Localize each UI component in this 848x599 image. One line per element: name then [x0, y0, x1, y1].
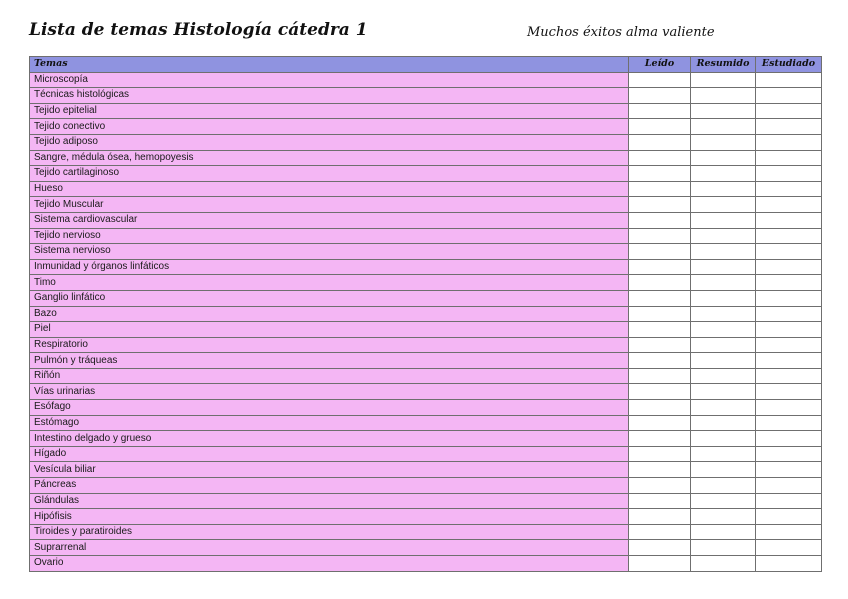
summarized-checkbox-cell[interactable]: [691, 197, 756, 213]
studied-checkbox-cell[interactable]: [756, 150, 822, 166]
summarized-checkbox-cell[interactable]: [691, 540, 756, 556]
summarized-checkbox-cell[interactable]: [691, 88, 756, 104]
table-row: [30, 275, 822, 291]
summarized-checkbox-cell[interactable]: [691, 275, 756, 291]
topic-name-cell: Pulmón y tráqueas: [30, 353, 629, 369]
read-checkbox-cell[interactable]: [629, 462, 691, 478]
summarized-checkbox-cell[interactable]: [691, 72, 756, 88]
summarized-checkbox-cell[interactable]: [691, 259, 756, 275]
read-checkbox-cell[interactable]: [629, 134, 691, 150]
topic-name-cell: Tejido conectivo: [30, 119, 629, 135]
read-checkbox-cell[interactable]: [629, 384, 691, 400]
table-row: [30, 400, 822, 416]
topic-name-cell: Glándulas: [30, 493, 629, 509]
table-row: [30, 337, 822, 353]
table-row: [30, 197, 822, 213]
table-row: [30, 384, 822, 400]
topic-name-cell: Bazo: [30, 306, 629, 322]
table-row: [30, 72, 822, 88]
studied-checkbox-cell[interactable]: [756, 415, 822, 431]
read-checkbox-cell[interactable]: [629, 400, 691, 416]
summarized-checkbox-cell[interactable]: [691, 353, 756, 369]
topic-name-cell: Suprarrenal: [30, 540, 629, 556]
studied-checkbox-cell[interactable]: [756, 72, 822, 88]
studied-checkbox-cell[interactable]: [756, 88, 822, 104]
summarized-checkbox-cell[interactable]: [691, 384, 756, 400]
table-row: [30, 524, 822, 540]
read-checkbox-cell[interactable]: [629, 540, 691, 556]
summarized-checkbox-cell[interactable]: [691, 103, 756, 119]
topic-name-cell: Piel: [30, 322, 629, 338]
table-row: [30, 368, 822, 384]
studied-checkbox-cell[interactable]: [756, 509, 822, 525]
table-row: [30, 150, 822, 166]
read-checkbox-cell[interactable]: [629, 322, 691, 338]
topic-name-cell: Hígado: [30, 446, 629, 462]
studied-checkbox-cell[interactable]: [756, 290, 822, 306]
read-checkbox-cell[interactable]: [629, 197, 691, 213]
studied-checkbox-cell[interactable]: [756, 431, 822, 447]
summarized-checkbox-cell[interactable]: [691, 337, 756, 353]
summarized-checkbox-cell[interactable]: [691, 478, 756, 494]
summarized-checkbox-cell[interactable]: [691, 166, 756, 182]
table-row: [30, 306, 822, 322]
read-checkbox-cell[interactable]: [629, 244, 691, 260]
studied-checkbox-cell[interactable]: [756, 446, 822, 462]
topic-name-cell: Intestino delgado y grueso: [30, 431, 629, 447]
studied-checkbox-cell[interactable]: [756, 103, 822, 119]
summarized-checkbox-cell[interactable]: [691, 306, 756, 322]
table-row: [30, 415, 822, 431]
column-header-topics: Temas: [30, 57, 629, 73]
studied-checkbox-cell[interactable]: [756, 462, 822, 478]
studied-checkbox-cell[interactable]: [756, 181, 822, 197]
studied-checkbox-cell[interactable]: [756, 384, 822, 400]
table-row: [30, 446, 822, 462]
topic-name-cell: Sistema cardiovascular: [30, 212, 629, 228]
column-header-read: Leído: [629, 57, 691, 73]
read-checkbox-cell[interactable]: [629, 259, 691, 275]
table-row: [30, 181, 822, 197]
read-checkbox-cell[interactable]: [629, 150, 691, 166]
studied-checkbox-cell[interactable]: [756, 212, 822, 228]
read-checkbox-cell[interactable]: [629, 72, 691, 88]
studied-checkbox-cell[interactable]: [756, 306, 822, 322]
summarized-checkbox-cell[interactable]: [691, 150, 756, 166]
table-row: [30, 556, 822, 572]
topic-name-cell: Sistema nervioso: [30, 244, 629, 260]
topic-name-cell: Respiratorio: [30, 337, 629, 353]
read-checkbox-cell[interactable]: [629, 275, 691, 291]
topic-name-cell: Tejido Muscular: [30, 197, 629, 213]
read-checkbox-cell[interactable]: [629, 228, 691, 244]
column-header-summarized: Resumido: [691, 57, 756, 73]
topics-table-body: [30, 72, 822, 571]
topic-name-cell: Técnicas histológicas: [30, 88, 629, 104]
read-checkbox-cell[interactable]: [629, 478, 691, 494]
studied-checkbox-cell[interactable]: [756, 524, 822, 540]
table-row: [30, 462, 822, 478]
topic-name-cell: Esófago: [30, 400, 629, 416]
topic-name-cell: Ovario: [30, 556, 629, 572]
summarized-checkbox-cell[interactable]: [691, 493, 756, 509]
table-row: [30, 509, 822, 525]
read-checkbox-cell[interactable]: [629, 119, 691, 135]
summarized-checkbox-cell[interactable]: [691, 400, 756, 416]
studied-checkbox-cell[interactable]: [756, 134, 822, 150]
studied-checkbox-cell[interactable]: [756, 400, 822, 416]
column-header-studied: Estudiado: [756, 57, 822, 73]
read-checkbox-cell[interactable]: [629, 368, 691, 384]
table-row: [30, 103, 822, 119]
table-row: [30, 478, 822, 494]
summarized-checkbox-cell[interactable]: [691, 212, 756, 228]
topic-name-cell: Páncreas: [30, 478, 629, 494]
read-checkbox-cell[interactable]: [629, 431, 691, 447]
table-row: [30, 166, 822, 182]
table-row: [30, 119, 822, 135]
table-row: [30, 259, 822, 275]
topic-name-cell: Estómago: [30, 415, 629, 431]
topic-name-cell: Vesícula biliar: [30, 462, 629, 478]
topic-name-cell: Hipófisis: [30, 509, 629, 525]
read-checkbox-cell[interactable]: [629, 181, 691, 197]
topic-name-cell: Tejido epitelial: [30, 103, 629, 119]
studied-checkbox-cell[interactable]: [756, 556, 822, 572]
table-row: [30, 290, 822, 306]
studied-checkbox-cell[interactable]: [756, 119, 822, 135]
topics-table: [29, 56, 822, 572]
table-row: [30, 228, 822, 244]
summarized-checkbox-cell[interactable]: [691, 244, 756, 260]
table-row: [30, 212, 822, 228]
studied-checkbox-cell[interactable]: [756, 275, 822, 291]
studied-checkbox-cell[interactable]: [756, 166, 822, 182]
studied-checkbox-cell[interactable]: [756, 244, 822, 260]
studied-checkbox-cell[interactable]: [756, 493, 822, 509]
topic-name-cell: Tiroides y paratiroides: [30, 524, 629, 540]
topic-name-cell: Microscopía: [30, 72, 629, 88]
read-checkbox-cell[interactable]: [629, 290, 691, 306]
topic-name-cell: Tejido nervioso: [30, 228, 629, 244]
studied-checkbox-cell[interactable]: [756, 353, 822, 369]
summarized-checkbox-cell[interactable]: [691, 509, 756, 525]
studied-checkbox-cell[interactable]: [756, 228, 822, 244]
summarized-checkbox-cell[interactable]: [691, 228, 756, 244]
summarized-checkbox-cell[interactable]: [691, 322, 756, 338]
studied-checkbox-cell[interactable]: [756, 322, 822, 338]
topic-name-cell: Timo: [30, 275, 629, 291]
table-row: [30, 431, 822, 447]
studied-checkbox-cell[interactable]: [756, 368, 822, 384]
summarized-checkbox-cell[interactable]: [691, 181, 756, 197]
table-row: [30, 493, 822, 509]
read-checkbox-cell[interactable]: [629, 509, 691, 525]
read-checkbox-cell[interactable]: [629, 166, 691, 182]
studied-checkbox-cell[interactable]: [756, 540, 822, 556]
summarized-checkbox-cell[interactable]: [691, 556, 756, 572]
read-checkbox-cell[interactable]: [629, 493, 691, 509]
topic-name-cell: Hueso: [30, 181, 629, 197]
topic-name-cell: Vías urinarias: [30, 384, 629, 400]
topic-name-cell: Inmunidad y órganos linfáticos: [30, 259, 629, 275]
summarized-checkbox-cell[interactable]: [691, 462, 756, 478]
table-header-row: [30, 57, 822, 73]
read-checkbox-cell[interactable]: [629, 446, 691, 462]
page-title: Lista de temas Histología cátedra 1: [29, 20, 368, 40]
read-checkbox-cell[interactable]: [629, 103, 691, 119]
studied-checkbox-cell[interactable]: [756, 259, 822, 275]
table-row: [30, 540, 822, 556]
table-row: [30, 353, 822, 369]
summarized-checkbox-cell[interactable]: [691, 368, 756, 384]
read-checkbox-cell[interactable]: [629, 337, 691, 353]
read-checkbox-cell[interactable]: [629, 415, 691, 431]
topic-name-cell: Ganglio linfático: [30, 290, 629, 306]
read-checkbox-cell[interactable]: [629, 556, 691, 572]
summarized-checkbox-cell[interactable]: [691, 119, 756, 135]
topic-name-cell: Sangre, médula ósea, hemopoyesis: [30, 150, 629, 166]
summarized-checkbox-cell[interactable]: [691, 134, 756, 150]
summarized-checkbox-cell[interactable]: [691, 524, 756, 540]
studied-checkbox-cell[interactable]: [756, 337, 822, 353]
table-row: [30, 134, 822, 150]
topic-name-cell: Riñón: [30, 368, 629, 384]
motivational-subtitle: Muchos éxitos alma valiente: [527, 25, 715, 40]
topic-name-cell: Tejido adiposo: [30, 134, 629, 150]
table-row: [30, 322, 822, 338]
table-row: [30, 88, 822, 104]
summarized-checkbox-cell[interactable]: [691, 446, 756, 462]
read-checkbox-cell[interactable]: [629, 306, 691, 322]
topic-name-cell: Tejido cartilaginoso: [30, 166, 629, 182]
summarized-checkbox-cell[interactable]: [691, 290, 756, 306]
read-checkbox-cell[interactable]: [629, 524, 691, 540]
summarized-checkbox-cell[interactable]: [691, 431, 756, 447]
studied-checkbox-cell[interactable]: [756, 197, 822, 213]
read-checkbox-cell[interactable]: [629, 88, 691, 104]
studied-checkbox-cell[interactable]: [756, 478, 822, 494]
table-row: [30, 244, 822, 260]
read-checkbox-cell[interactable]: [629, 353, 691, 369]
summarized-checkbox-cell[interactable]: [691, 415, 756, 431]
read-checkbox-cell[interactable]: [629, 212, 691, 228]
